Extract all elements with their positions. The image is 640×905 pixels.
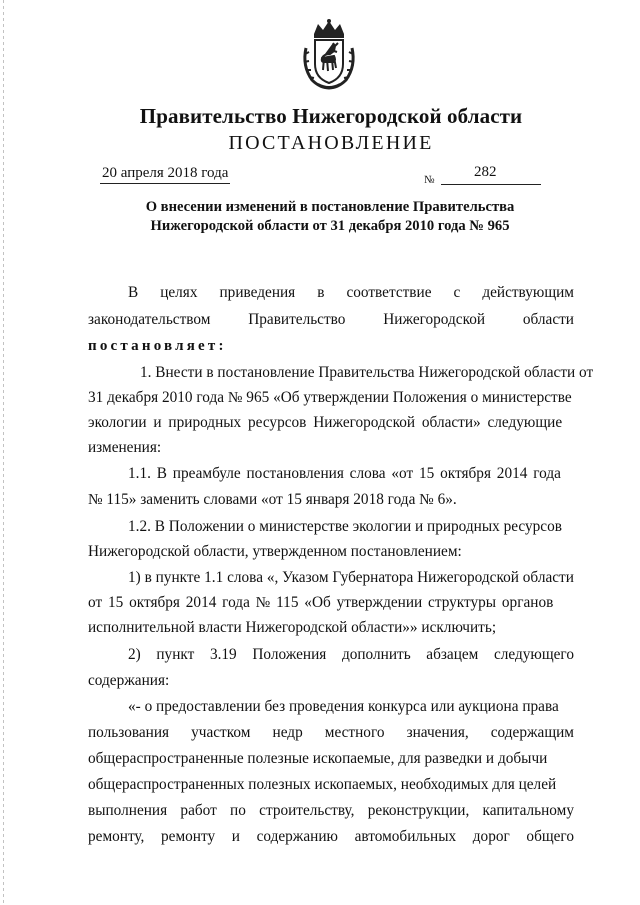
- body-line: 1.1. В преамбуле постановления слова «от 15 октября 2014 года: [128, 465, 561, 482]
- word: приведения: [219, 284, 296, 301]
- word: области: [522, 311, 574, 328]
- body-line: содержания:: [88, 672, 170, 689]
- word: ремонту: [161, 828, 216, 845]
- preamble-line-1: [128, 283, 574, 303]
- word: по: [230, 802, 246, 819]
- word: абзацем: [426, 646, 479, 663]
- word: реконструкции,: [367, 802, 470, 819]
- decree-word: постановляет:: [88, 338, 227, 354]
- body-line: изменения:: [88, 439, 162, 456]
- word: ремонту,: [88, 828, 145, 845]
- body-line: общераспространенные полезные ископаемые, для разведки и добычи: [88, 750, 548, 767]
- coat-of-arms-icon: [300, 18, 358, 90]
- word: автомобильных: [354, 828, 457, 845]
- subject-line: О внесении изменений в постановление Правительства: [145, 199, 515, 215]
- word: капитальному: [482, 802, 574, 819]
- document-subject: [100, 198, 560, 236]
- body-line: [88, 801, 574, 821]
- word: общего: [526, 828, 574, 845]
- word: соответствие: [346, 284, 432, 301]
- word: Нижегородской: [383, 311, 486, 328]
- word: недр: [272, 724, 303, 741]
- document-kind: ПОСТАНОВЛЕНИЕ: [228, 132, 434, 154]
- word: дорог: [472, 828, 510, 845]
- body-line: [88, 827, 574, 847]
- government-name: Правительство Нижегородской области: [139, 104, 523, 128]
- document-date: 20 апреля 2018 года: [100, 165, 230, 184]
- subject-line: Нижегородской области от 31 декабря 2010 года № 965: [150, 218, 510, 234]
- word: значения,: [406, 724, 469, 741]
- document-number: 282: [474, 164, 497, 180]
- body-line: экологии и природных ресурсов Нижегородской области» следующие: [88, 414, 563, 431]
- word: Положения: [252, 646, 327, 663]
- number-sign: №: [424, 174, 435, 186]
- word: 3.19: [209, 646, 237, 663]
- body-line: 1. Внести в постановление Правительства Нижегородской области от: [140, 364, 594, 381]
- word: с: [453, 284, 461, 301]
- body-line: от 15 октября 2014 года № 115 «Об утверждении структуры органов: [88, 594, 554, 611]
- word: дополнить: [341, 646, 411, 663]
- preamble-line-2: [88, 310, 574, 330]
- body-line: [128, 645, 574, 665]
- word: целях: [160, 284, 198, 301]
- word: содержащим: [490, 724, 574, 741]
- word: работ: [180, 802, 217, 819]
- body-line: общераспространенных полезных ископаемых, необходимых для целей: [88, 776, 557, 793]
- body-line: 1.2. В Положении о министерстве экологии и природных ресурсов: [128, 518, 562, 535]
- body-line: «- о предоставлении без проведения конкурса или аукциона права: [128, 698, 559, 715]
- word: 2): [128, 646, 141, 663]
- word: Правительство: [248, 311, 346, 328]
- word: выполнения: [88, 802, 168, 819]
- body-line: 31 декабря 2010 года № 965 «Об утверждении Положения о министерстве: [88, 389, 572, 406]
- word: строительству,: [259, 802, 355, 819]
- word: участком: [191, 724, 251, 741]
- body-line: № 115» заменить словами «от 15 января 2018 года № 6».: [88, 491, 457, 508]
- word: и: [231, 828, 240, 845]
- body-line: [88, 723, 574, 743]
- word: пункт: [156, 646, 195, 663]
- body-line: 1) в пункте 1.1 слова «, Указом Губернатора Нижегородской области: [128, 569, 574, 586]
- word: В: [128, 284, 139, 301]
- word: действующим: [482, 284, 574, 301]
- word: законодательством: [88, 311, 211, 328]
- word: пользования: [88, 724, 170, 741]
- body-line: Нижегородской области, утвержденном постановлением:: [88, 543, 462, 560]
- word: содержанию: [256, 828, 338, 845]
- word: местного: [324, 724, 385, 741]
- word: следующего: [493, 646, 574, 663]
- word: в: [317, 284, 325, 301]
- body-line: исполнительной власти Нижегородской области»» исключить;: [88, 619, 497, 636]
